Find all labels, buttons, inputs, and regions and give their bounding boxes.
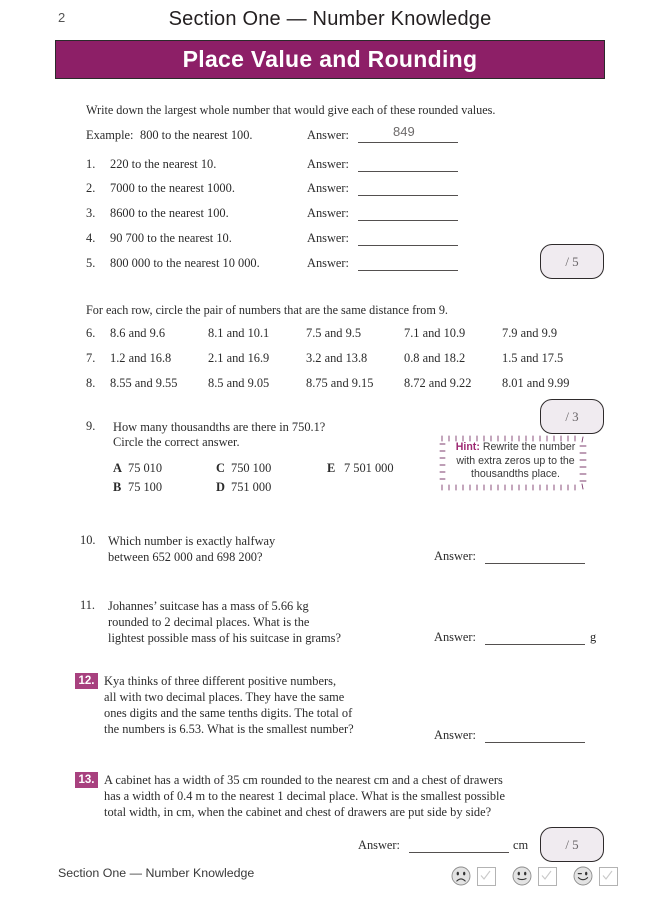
q2-number: 2.: [86, 181, 96, 195]
q9-prompt-line2: Circle the correct answer.: [113, 435, 240, 449]
q3-answer-line[interactable]: [358, 220, 458, 221]
neutral-face-icon[interactable]: [512, 866, 532, 886]
q9-choice-e-value[interactable]: 7 501 000: [344, 461, 394, 475]
q13-answer-label: Answer:: [358, 838, 400, 852]
part2-instruction: For each row, circle the pair of numbers that are the same distance from 9.: [86, 303, 448, 317]
q3-prompt: 8600 to the nearest 100.: [110, 206, 229, 220]
q1-prompt: 220 to the nearest 10.: [110, 157, 217, 171]
q13-prompt-line2: has a width of 0.4 m to the nearest 1 decimal place. What is the smallest possible: [104, 789, 505, 803]
example-answer-label: Answer:: [307, 128, 349, 142]
q12-number-badge: 12.: [75, 673, 98, 689]
q11-number: 11.: [80, 598, 96, 612]
q2-prompt: 7000 to the nearest 1000.: [110, 181, 235, 195]
example-label: Example:: [86, 128, 134, 142]
example-answer-line: [358, 142, 458, 143]
q10-prompt-line2: between 652 000 and 698 200?: [108, 550, 263, 564]
q7-option-5[interactable]: 1.5 and 17.5: [502, 351, 564, 365]
q11-answer-label: Answer:: [434, 630, 476, 644]
sad-face-checkbox[interactable]: [477, 867, 496, 886]
q5-number: 5.: [86, 256, 96, 270]
q6-option-5[interactable]: 7.9 and 9.9: [502, 326, 558, 340]
q6-option-4[interactable]: 7.1 and 10.9: [404, 326, 466, 340]
q5-prompt: 800 000 to the nearest 10 000.: [110, 256, 260, 270]
q12-answer-line[interactable]: [485, 742, 585, 743]
q5-answer-label: Answer:: [307, 256, 349, 270]
q11-unit: g: [590, 630, 597, 644]
happy-wink-face-icon[interactable]: [573, 866, 593, 886]
q9-choice-d-value[interactable]: 751 000: [231, 480, 272, 494]
q4-prompt: 90 700 to the nearest 10.: [110, 231, 232, 245]
q3-answer-label: Answer:: [307, 206, 349, 220]
q7-number: 7.: [86, 351, 96, 365]
q9-choice-c-value[interactable]: 750 100: [231, 461, 272, 475]
hint-box: [438, 434, 590, 492]
page-number: 2: [58, 10, 66, 25]
q2-answer-label: Answer:: [307, 181, 349, 195]
q4-number: 4.: [86, 231, 96, 245]
q4-answer-line[interactable]: [358, 245, 458, 246]
q13-number-badge: 13.: [75, 772, 98, 788]
q13-prompt-line3: total width, in cm, when the cabinet and chest of drawers are put side by side?: [104, 805, 492, 819]
q10-answer-label: Answer:: [434, 549, 476, 563]
q10-prompt-line1: Which number is exactly halfway: [108, 534, 276, 548]
q1-number: 1.: [86, 157, 96, 171]
q8-option-5[interactable]: 8.01 and 9.99: [502, 376, 570, 390]
q2-answer-line[interactable]: [358, 195, 458, 196]
q13-score-box[interactable]: / 5: [540, 827, 604, 862]
hint-body: Rewrite the number with extra zeros up to the thousandths place.: [456, 441, 576, 481]
q8-option-3[interactable]: 8.75 and 9.15: [306, 376, 374, 390]
q13-prompt-line1: A cabinet has a width of 35 cm rounded to the nearest cm and a chest of drawers: [104, 773, 503, 787]
happy-wink-face-checkbox[interactable]: [599, 867, 618, 886]
q7-option-1[interactable]: 1.2 and 16.8: [110, 351, 172, 365]
q7-option-3[interactable]: 3.2 and 13.8: [306, 351, 368, 365]
q12-answer-label: Answer:: [434, 728, 476, 742]
q1-answer-line[interactable]: [358, 171, 458, 172]
neutral-face-checkbox[interactable]: [538, 867, 557, 886]
q9-number: 9.: [86, 419, 96, 433]
q4-answer-label: Answer:: [307, 231, 349, 245]
sad-face-icon[interactable]: [451, 866, 471, 886]
q12-prompt-line3: ones digits and the same tenths digits. The total of: [104, 706, 353, 720]
q9-choice-c-letter: C: [216, 461, 225, 475]
q3-number: 3.: [86, 206, 96, 220]
hint-text: [448, 441, 583, 482]
q9-choice-b-value[interactable]: 75 100: [128, 480, 163, 494]
section-heading: Section One — Number Knowledge: [168, 8, 492, 30]
part1-score-box[interactable]: / 5: [540, 244, 604, 279]
q11-prompt-line3: lightest possible mass of his suitcase in grams?: [108, 631, 341, 645]
example-answer-value: 849: [393, 124, 415, 139]
part2-score-box[interactable]: / 3: [540, 399, 604, 434]
example-prompt: 800 to the nearest 100.: [140, 128, 253, 142]
q7-option-2[interactable]: 2.1 and 16.9: [208, 351, 270, 365]
q8-option-1[interactable]: 8.55 and 9.55: [110, 376, 178, 390]
q11-prompt-line2: rounded to 2 decimal places. What is the: [108, 615, 310, 629]
q1-answer-label: Answer:: [307, 157, 349, 171]
q8-option-4[interactable]: 8.72 and 9.22: [404, 376, 472, 390]
q11-prompt-line1: Johannes’ suitcase has a mass of 5.66 kg: [108, 599, 309, 613]
q10-number: 10.: [80, 533, 96, 547]
q8-option-2[interactable]: 8.5 and 9.05: [208, 376, 270, 390]
q11-answer-line[interactable]: [485, 644, 585, 645]
q9-choice-b-letter: B: [113, 480, 122, 494]
q12-prompt-line1: Kya thinks of three different positive numbers,: [104, 674, 337, 688]
topic-title-banner: [55, 40, 605, 79]
footer-section-label: Section One — Number Knowledge: [58, 866, 255, 880]
q13-unit: cm: [513, 838, 529, 852]
q6-number: 6.: [86, 326, 96, 340]
q9-choice-a-letter: A: [113, 461, 122, 475]
q12-prompt-line2: all with two decimal places. They have the same: [104, 690, 345, 704]
q5-answer-line[interactable]: [358, 270, 458, 271]
q6-option-1[interactable]: 8.6 and 9.6: [110, 326, 166, 340]
topic-title-text: Place Value and Rounding: [182, 46, 478, 72]
q9-prompt-line1: How many thousandths are there in 750.1?: [113, 420, 326, 434]
q7-option-4[interactable]: 0.8 and 18.2: [404, 351, 466, 365]
q9-choice-d-letter: D: [216, 480, 225, 494]
q6-option-3[interactable]: 7.5 and 9.5: [306, 326, 362, 340]
q9-choice-a-value[interactable]: 75 010: [128, 461, 163, 475]
q13-answer-line[interactable]: [409, 852, 509, 853]
hint-label: Hint:: [455, 441, 480, 453]
q8-number: 8.: [86, 376, 96, 390]
q9-choice-e-letter: E: [327, 461, 336, 475]
part1-instruction: Write down the largest whole number that would give each of these rounded values.: [86, 103, 496, 117]
q12-prompt-line4: the numbers is 6.53. What is the smallest number?: [104, 722, 354, 736]
q6-option-2[interactable]: 8.1 and 10.1: [208, 326, 270, 340]
q10-answer-line[interactable]: [485, 563, 585, 564]
